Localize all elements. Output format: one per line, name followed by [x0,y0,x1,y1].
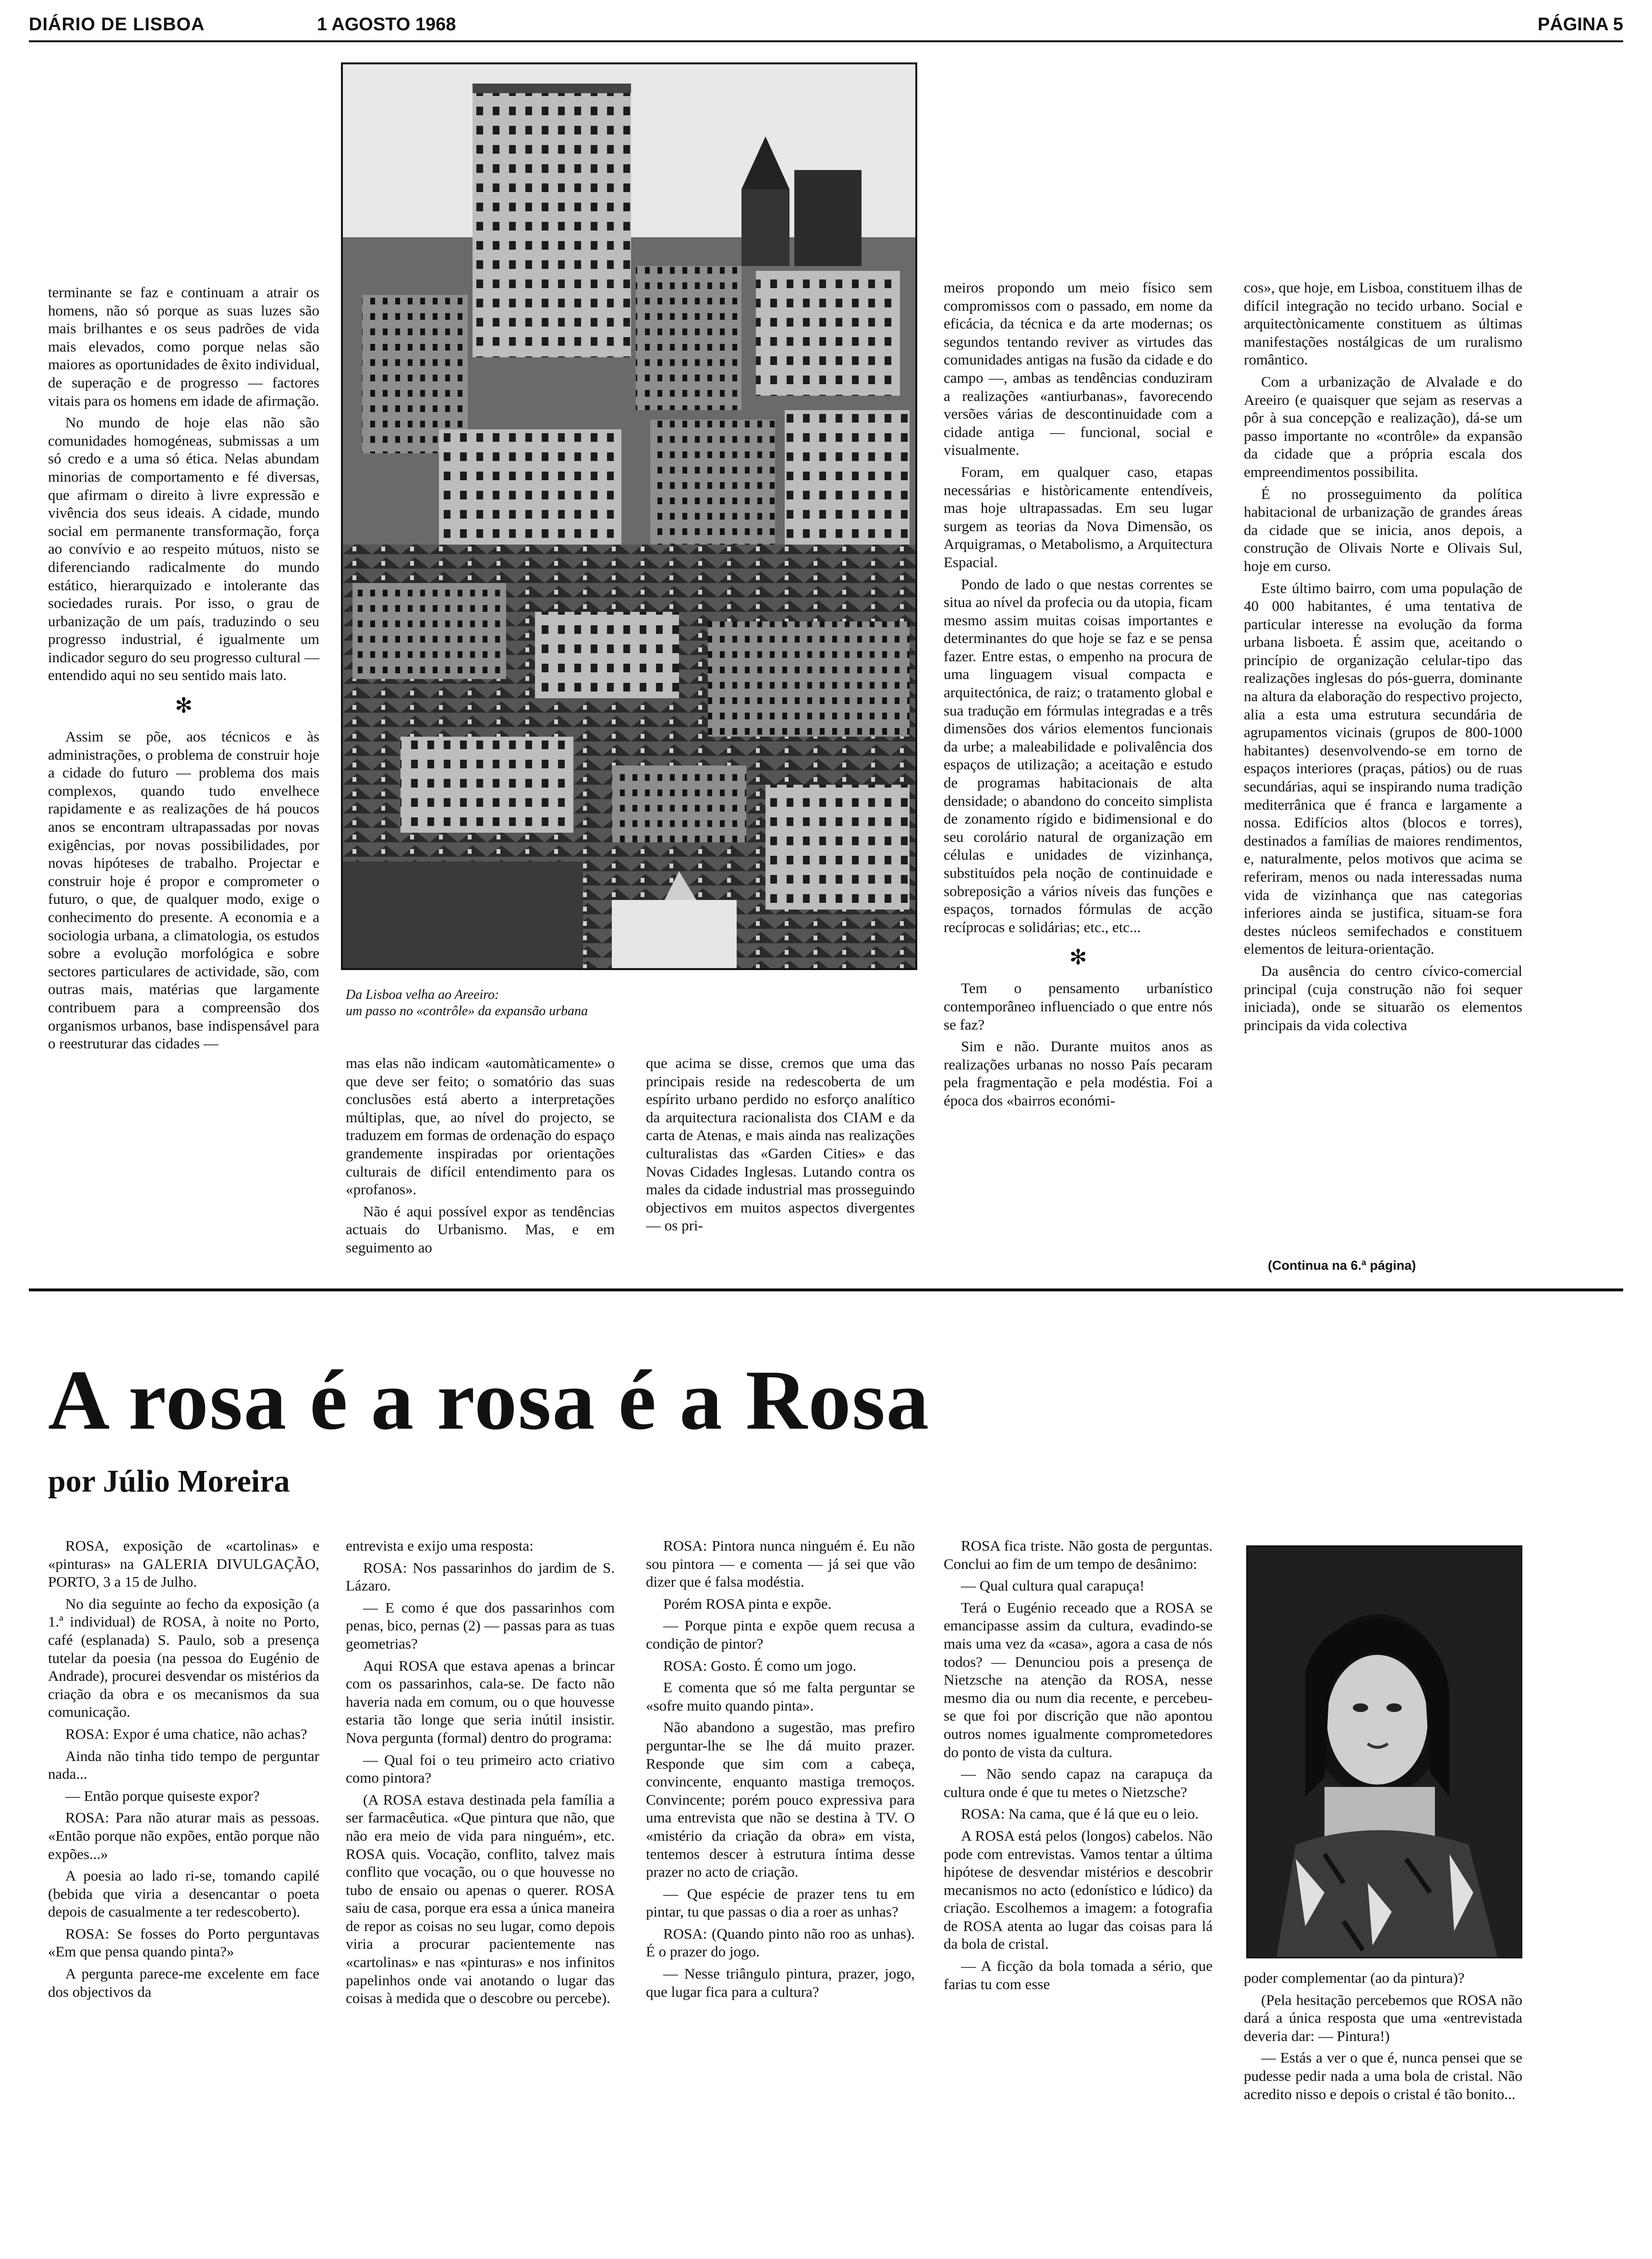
top-article-column-1 [48,283,319,1273]
paragraph: Foram, em qualquer caso, etapas necessárias e històricamente entendíveis, mas hoje ultrapassadas. Em seu lugar surgem as teorias da Nova Dimensão, os Arquigramas, o Metabolismo, a Arquitectura Espacial. [944,463,1213,571]
lisbon-cityscape-image [343,64,915,968]
paragraph: Ainda não tinha tido tempo de perguntar nada... [48,1747,319,1783]
paragraph: Não abandono a sugestão, mas prefiro perguntar-lhe se lhe dá muito prazer. Responde que sim com a cabeça, convincente, enquanto mastiga tremoços. Convincente; porém pouco expressiva para uma entrevista que não se destina à TV. O «mistério da criação da obra» em vista, tentemos descer à estrutura íntima desse prazer no acto de criação. [646,1719,915,1881]
paragraph: Porém ROSA pinta e expõe. [663,1595,832,1612]
city-photo [341,62,917,970]
paragraph: ROSA: Pintora nunca ninguém é. Eu não sou pintora — e comenta — já sei que vão dizer que é falsa modéstia. [646,1537,915,1591]
article-byline: por Júlio Moreira [48,1464,290,1499]
photo-caption [346,987,912,1020]
paragraph: Sim e não. Durante muitos anos as realizações urbanas no nosso País pecaram pela fragmentação e pela modéstia. Foi a época dos «bairros económi- [944,1038,1213,1109]
top-article-column-2 [346,1054,615,1273]
paragraph: Terá o Eugénio receado que a ROSA se emancipasse assim da cultura, evadindo-se mais uma vez da «casa», agora a casa de nós todos? — Denunciou pois a presença de Nietzsche na atenção da ROSA, nesse mesmo dia ou num dia recente, e percebeu-se que foi por discrição que não apontou outros nomes igualmente comprometedores do ponto de vista da cultura. [944,1599,1213,1761]
paragraph: A poesia ao lado ri-se, tomando capilé (bebida que viria a desencantar o poeta depois de casualmente a ter redescoberto). [48,1867,319,1920]
masthead-rule [29,40,1623,42]
paragraph: ROSA: Na cama, que é lá que eu o leio. [961,1805,1199,1822]
paragraph: cos», que hoje, em Lisboa, constituem ilhas de difícil integração no tecido urbano. Social e arquitectònicamente constituem as últimas manifestações nostálgicas de um ruralismo romântico. [1244,279,1522,368]
paragraph: Este último bairro, com uma população de 40 000 habitantes, é uma tentativa de particular interesse na evolução da forma urbana lisboeta. É assim que, aceitando o princípio de organização celular-tipo das realizações inglesas do pós-guerra, dominante na altura da elaboração do respectivo projecto, alia a esta uma estrutura secundária de agrupamentos vicinais (grupos de 800-1000 habitantes) desenvolvendo-se em torno de espaços interiores (praças, pátios) ou de ruas secundárias, aqui se inspirando numa tradição mediterrânica que é franca e largamente a nossa. Edifícios altos (blocos e torres), destinados a famílias de maiores rendimentos, e, naturalmente, pelos motivos que acima se referiram, menos ou nada interessadas numa vida de vizinhança que nas categorias inferiores ainda se justifica, situam-se fora destes núcleos semifechados e constituem elementos de leitura-orientação. [1244,579,1522,958]
paragraph: que acima se disse, cremos que uma das principais reside na redescoberta de um espírito urbano perdido no esforço analítico da arquitectura racionalista dos CIAM e da carta de Atenas, e mais ainda nas realizações culturalistas das «Garden Cities» e das Novas Cidades Inglesas. Lutando contra os males da cidade industrial mas prosseguindo objectivos em muitos aspectos divergentes — os pri- [646,1055,915,1234]
section-star: ✻ [175,694,193,718]
issue-date: 1 AGOSTO 1968 [317,14,456,35]
paragraph: Aqui ROSA que estava apenas a brincar com os passarinhos, cala-se. De facto não haveria nada em comum, ou o que houvesse estaria tão longe que seria inútil insistir. Nova pergunta (formal) dentro do programa: [346,1657,615,1746]
paragraph: (Pela hesitação percebemos que ROSA não dará a única resposta que uma «entrevistada deveria dar: — Pintura!) [1244,1991,1522,2044]
paragraph: E comenta que só me falta perguntar se «sofre muito quando pinta». [646,1679,915,1714]
paragraph: A ROSA está pelos (longos) cabelos. Não pode com entrevistas. Vamos tentar a última hipótese de desvendar mistérios e descobrir mecanismos no acto (edonístico e lúdico) da criação. Escolhemos a imagem: a fotografia de ROSA atenta ao lugar das coisas para lá da bola de cristal. [944,1827,1213,1953]
portrait-photo [1246,1545,1522,1958]
paragraph: No dia seguinte ao fecho da exposição (a 1.ª individual) de ROSA, à noite no Porto, café (esplanada) S. Paulo, sob a presença tutelar da poesia (na pessoa do Eugénio de Andrade), procurei desvendar os mistérios da criação da obra e os mecanismos da sua comunicação. [48,1595,319,1721]
paragraph: — Que espécie de prazer tens tu em pintar, tu que passas o dia a roer as unhas? [646,1885,915,1920]
paragraph: mas elas não indicam «automàticamente» o que deve ser feito; o somatório das suas conclusões está aberto a interpretações múltiplas, que, ao nível do projecto, se traduzem em formas de ordenação do espaço grandemente inspiradas por orientações culturais de difícil entendimento para os «profanos». [346,1055,615,1198]
article-column-4 [944,1537,1213,2238]
paragraph: — Então porque quiseste expor? [65,1787,260,1804]
paragraph: — Qual foi o teu primeiro acto criativo como pintora? [346,1751,615,1786]
paragraph: meiros propondo um meio físico sem compromissos com o passado, em nome da eficácia, da técnica e da arte modernas; os segundos tentando reviver as virtudes das comunidades antigas na fusão da cidade e do campo —, ambas as tendências conduziram a realizações «antiurbanas», favorecendo versões várias de descontinuidade com a cidade antiga — funcional, social e visualmente. [944,279,1213,459]
section-star: ✻ [1069,946,1087,970]
paragraph: entrevista e exijo uma resposta: [346,1537,534,1554]
paragraph: ROSA: Expor é uma chatice, não achas? [65,1725,307,1742]
top-article-column-3 [646,1054,915,1273]
paragraph: A pergunta parece-me excelente em face dos objectivos da [48,1965,319,2000]
paragraph: terminante se faz e continuam a atrair os homens, não só porque as suas luzes são mais brilhantes e os seus padrões de vida mais elevados, como porque nelas são maiores as oportunidades de êxito individual, de superação e de progresso — factores vitais para os homens em idade de afirmação. [48,284,319,409]
masthead [29,14,1623,43]
paragraph: Com a urbanização de Alvalade e do Areeiro (e quaisquer que sejam as reservas a pôr à sua concepção e realização), dá-se um passo importante no «contrôle» da expansão da cidade que a própria escala dos empreendimentos possibilita. [1244,373,1522,480]
article-column-3 [646,1537,915,2238]
paragraph: ROSA: Gosto. É como um jogo. [663,1657,857,1674]
paragraph: — Porque pinta e expõe quem recusa a condição de pintor? [646,1617,915,1652]
paragraph: É no prosseguimento da política habitacional de urbanização de grandes áreas da cidade que se inicia, anos depois, a construção de Olivais Norte e Olivais Sul, hoje em curso. [1244,485,1522,574]
article-headline: A rosa é a rosa é a Rosa [48,1352,930,1447]
paragraph: ROSA: Se fosses do Porto perguntavas «Em que pensa quando pinta?» [48,1925,319,1960]
paragraph: poder complementar (ao da pintura)? [1244,1969,1465,1986]
rosa-portrait-image [1248,1547,1521,1957]
top-article-column-4 [944,279,1213,1273]
paragraph: Da ausência do centro cívico-comercial principal (cuja construção não foi sequer iniciada), onde se situarão os elementos principais da vida colectiva [1244,962,1522,1033]
newspaper-name: DIÁRIO DE LISBOA [29,14,205,35]
paragraph: — Estás a ver o que é, nunca pensei que se pudesse pedir nada a uma bola de cristal. Não acredito nisso e depois o cristal é tão bonito... [1244,2049,1522,2102]
paragraph: ROSA, exposição de «cartolinas» e «pinturas» na GALERIA DIVULGAÇÃO, PORTO, 3 a 15 de Julho. [48,1537,319,1591]
paragraph: Não é aqui possível expor as tendências actuais do Urbanismo. Mas, e em seguimento ao [346,1202,615,1256]
paragraph: — Nesse triângulo pintura, prazer, jogo, que lugar fica para a cultura? [646,1965,915,2000]
paragraph: ROSA: (Quando pinto não roo as unhas). É o prazer do jogo. [646,1925,915,1960]
paragraph: Assim se põe, aos técnicos e às administrações, o problema de construir hoje a cidade do futuro — problema dos mais complexos, quando tudo envelhece rapidamente e as realizações de há poucos anos se encontram ultrapassadas por novas exigências, por novas possibilidades, por novas hipóteses de trabalho. Projectar e construir hoje é propor e comprometer o futuro, o que, de qualquer modo, exige o conhecimento do presente. A economia e a sociologia urbana, a climatologia, os estudos sobre a evolução morfológica e sobre sectores particulares de actividade, são, com outras mais, matérias que largamente contribuem para a compreensão dos organismos urbanos, base indispensável para o reestruturar das cidades — [48,728,319,1052]
caption-line-1: Da Lisboa velha ao Areeiro: [346,987,499,1002]
article-column-1 [48,1537,319,2238]
caption-line-2: um passo no «contrôle» da expansão urbana [346,1004,588,1019]
top-article-column-5 [1244,279,1522,1246]
paragraph: — E como é que dos passarinhos com penas, bico, pernas (2) — passas para as tuas geometrias? [346,1599,615,1652]
continued-notice: (Continua na 6.ª página) [1268,1258,1416,1273]
paragraph: Pondo de lado o que nestas correntes se situa ao nível da profecia ou da utopia, ficam mesmo assim muitas coisas importantes e determinantes do que hoje se faz e se pensa fazer. Entre estas, o empenho na procura de uma linguagem visual compacta e arquitectónica, de raiz; o tratamento global e sua tradução em fórmulas integradas e a três dimensões dos vários elementos funcionais da urbe; a maleabilidade e polivalência dos espaços de utilização; a aceitação e estudo de programas habitacionais de alta densidade; o abandono do conceito simplista de zonamento rígido e bidimensional e do seu corolário natural de organização em células e unidades de vizinhança, substituídos pela noção de continuidade e sobreposição a vários níveis das funções e espaços, tornados fórmulas de acção recíprocas e solidárias; etc., etc... [944,575,1213,935]
paragraph: Tem o pensamento urbanístico contemporâneo influenciado o que entre nós se faz? [944,980,1213,1033]
page-number: PÁGINA 5 [1537,14,1623,35]
paragraph: — Qual cultura qual carapuça! [961,1577,1145,1594]
paragraph: — Não sendo capaz na carapuça da cultura onde é que tu metes o Nietzsche? [944,1765,1213,1800]
article-column-5 [1244,1969,1522,2238]
paragraph: (A ROSA estava destinada pela família a ser farmacêutica. «Que pintura que não, que não era meio de vida para ninguém», etc. ROSA quis. Vocação, conflito, talvez mais conflito que vocação, ou o que houvesse no tubo de ensaio ou apenas o querer. ROSA saiu de casa, porque era essa a única maneira de repor as coisas no seu lugar, como depois viria a procurar pacientemente nas «cartolinas» e nas «pinturas» e nos infinitos papelinhos onde vai anotando o lugar das coisas à medida que o descobre ou percebe). [346,1791,615,2007]
paragraph: — A ficção da bola tomada a sério, que farias tu com esse [944,1957,1213,1992]
paragraph: ROSA fica triste. Não gosta de perguntas. Conclui ao fim de um tempo de desânimo: [944,1537,1213,1572]
paragraph: ROSA: Nos passarinhos do jardim de S. Lázaro. [346,1559,615,1594]
article-column-2 [346,1537,615,2238]
section-divider [29,1288,1623,1291]
paragraph: ROSA: Para não aturar mais as pessoas. «Então porque não expões, então porque não expões...» [48,1809,319,1862]
paragraph: No mundo de hoje elas não são comunidades homogéneas, submissas a um só credo e a uma só ética. Nelas abundam minorias de comportamento e fé diversas, que afirmam o direito à livre expressão e vivência dos seus ideais. A cidade, mundo social em permanente transformação, força ao convívio e ao respeito mútuos, nisto se diferenciando radicalmente do mundo estático, hierarquizado e intolerante das sociedades rurais. Por isso, o grau de urbanização de um país, traduzindo o seu progresso industrial, é igualmente um indicador seguro do seu progresso cultural — entendido aqui no seu sentido mais lato. [48,414,319,684]
